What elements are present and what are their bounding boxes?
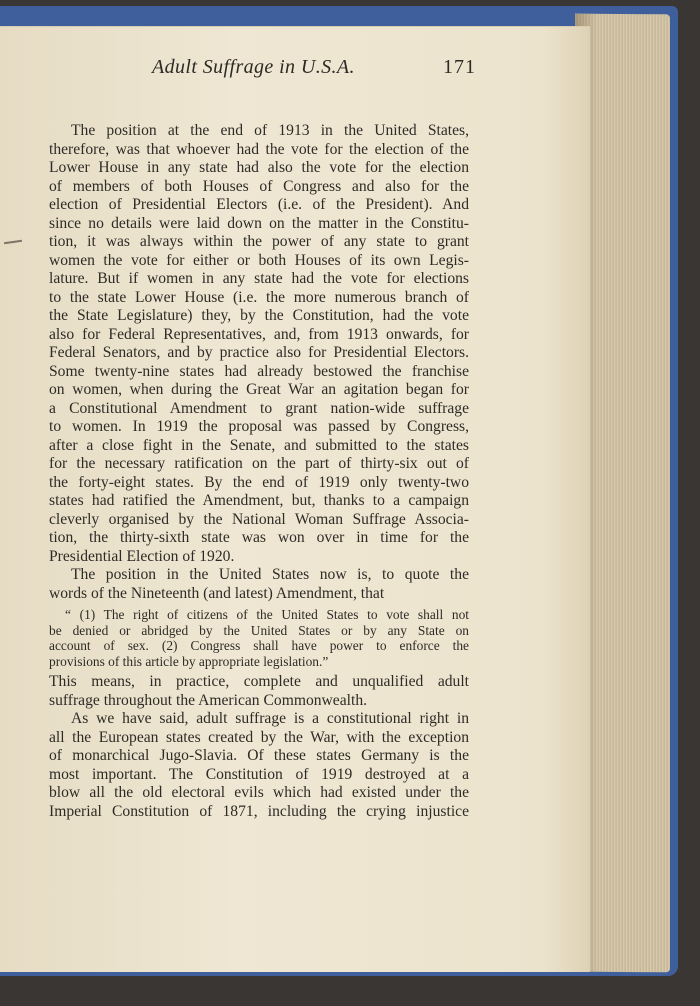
quote-line: account of sex. (2) Congress shall have power to enforce the [49, 638, 469, 653]
text-line: for the necessary ratification on the part of thirty-six out of [49, 455, 469, 472]
text-line: suffrage throughout the American Commonwealth. [49, 691, 368, 709]
text-line: since no details were laid down on the matter in the Constitu- [49, 214, 469, 232]
paragraph-3 [49, 673, 469, 710]
text-line: Lower House in any state had also the vote for the election [49, 159, 469, 176]
text-line: Presidential Election of 1920. [49, 547, 235, 565]
amendment-quote [49, 607, 469, 669]
text-line: tion, it was always within the power of any state to grant [49, 233, 469, 250]
paragraph-1 [49, 122, 469, 566]
text-line: Imperial Constitution of 1871, including the crying injustice [49, 802, 469, 820]
text-line: women the vote for either or both Houses of its own Legis- [49, 251, 469, 269]
text-line: a Constitutional Amendment to grant nation-wide suffrage [49, 399, 469, 417]
text-line: As we have said, adult suffrage is a constitutional right in [71, 710, 469, 727]
text-line: the forty-eight states. By the end of 1919 only twenty-two [49, 473, 469, 491]
text-line: The position in the United States now is, to quote the [71, 566, 469, 583]
text-line: Some twenty-nine states had already bestowed the franchise [49, 362, 469, 380]
text-line: words of the Nineteenth (and latest) Amendment, that [49, 584, 385, 602]
quote-line: be denied or abridged by the United States or by any State on [49, 622, 469, 638]
text-line: of members of both Houses of Congress and also for the [49, 177, 469, 195]
paragraph-4 [49, 710, 469, 821]
text-line: tion, the thirty-sixth state was won over in time for the [49, 529, 469, 546]
text-line: therefore, was that whoever had the vote for the election of the [49, 140, 469, 158]
text-line: on women, when during the Great War an agitation began for [49, 381, 469, 398]
text-line: of monarchical Jugo-Slavia. Of these states Germany is the [49, 747, 469, 764]
text-line: after a close fight in the Senate, and submitted to the states [49, 436, 469, 454]
text-line: Federal Senators, and by practice also for Presidential Electors. [49, 344, 469, 361]
text-line: The position at the end of 1913 in the United States, [71, 122, 469, 139]
quote-line: provisions of this article by appropriate legislation.” [49, 653, 329, 669]
text-line: all the European states created by the War, with the exception [49, 728, 469, 746]
paragraph-2 [49, 566, 469, 603]
page-number: 171 [443, 56, 476, 78]
text-line: most important. The Constitution of 1919 destroyed at a [49, 765, 469, 783]
text-line: to women. In 1919 the proposal was passed by Congress, [49, 418, 469, 435]
text-line: the State Legislature) they, by the Constitution, had the vote [49, 307, 469, 324]
text-line: to the state Lower House (i.e. the more numerous branch of [49, 288, 469, 306]
text-line: states had ratified the Amendment, but, thanks to a campaign [49, 492, 469, 509]
quote-line: “ (1) The right of citizens of the United States to vote shall not [65, 607, 469, 622]
text-line: cleverly organised by the National Woman Suffrage Associa- [49, 510, 469, 528]
text-line: lature. But if women in any state had the vote for elections [49, 270, 469, 287]
text-line: blow all the old electoral evils which had existed under the [49, 784, 469, 801]
text-line: election of Presidential Electors (i.e. of the President). And [49, 196, 469, 213]
text-line: also for Federal Representatives, and, from 1913 onwards, for [49, 325, 469, 343]
running-title: Adult Suffrage in U.S.A. [152, 56, 355, 78]
body-text [49, 122, 469, 821]
text-line: This means, in practice, complete and unqualified adult [49, 673, 469, 690]
page-header [0, 56, 590, 86]
